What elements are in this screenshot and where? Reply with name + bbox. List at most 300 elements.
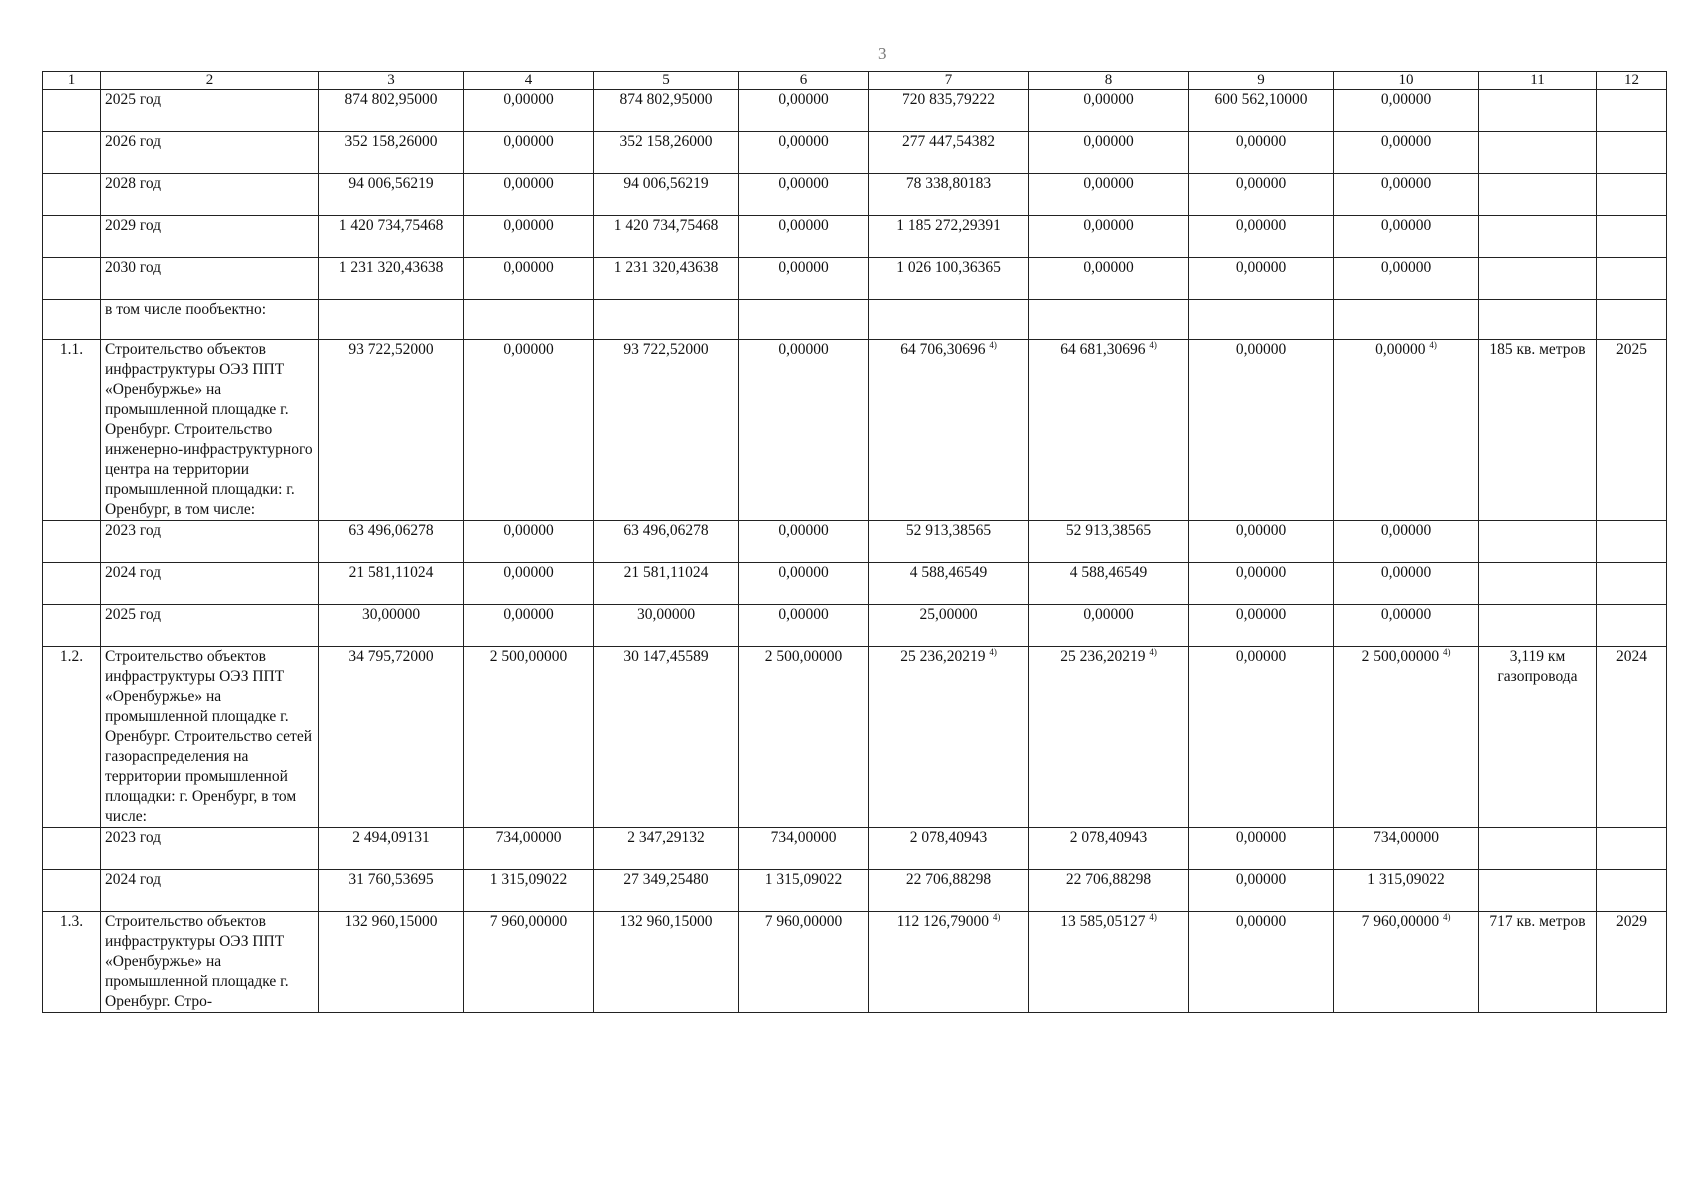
year-label: 2028 год bbox=[101, 174, 319, 216]
column-number: 4 bbox=[464, 72, 594, 90]
cell-value: 21 581,11024 bbox=[348, 564, 434, 581]
empty-cell bbox=[739, 300, 869, 340]
value-cell bbox=[1029, 828, 1189, 870]
subheader-row bbox=[43, 300, 1667, 340]
cell-value: 0,00000 bbox=[1380, 259, 1432, 276]
empty-cell bbox=[319, 300, 464, 340]
value-cell bbox=[464, 563, 594, 605]
cell-value: 2 347,29132 bbox=[627, 829, 705, 846]
cell-value: 0,00000 bbox=[503, 606, 554, 623]
footnote-mark: 4) bbox=[1429, 340, 1437, 350]
cell-value: 52 913,38565 bbox=[905, 522, 992, 539]
year-label: 2025 год bbox=[101, 90, 319, 132]
capacity-cell bbox=[1479, 521, 1597, 563]
value-cell bbox=[1189, 605, 1334, 647]
cell-value: 22 706,88298 bbox=[1065, 871, 1152, 888]
cell-value: 874 802,95000 bbox=[344, 91, 438, 108]
value-cell bbox=[1334, 605, 1479, 647]
value-cell bbox=[1334, 828, 1479, 870]
index-cell bbox=[43, 521, 101, 563]
commission-year-cell bbox=[1597, 605, 1667, 647]
value-cell bbox=[1334, 870, 1479, 912]
year-label: 2024 год bbox=[101, 870, 319, 912]
cell-value: 0,00000 bbox=[1235, 341, 1287, 358]
value-cell bbox=[464, 216, 594, 258]
cell-value: 0,00000 bbox=[1083, 91, 1134, 108]
cell-value: 0,00000 bbox=[1235, 913, 1287, 930]
value-cell bbox=[1334, 258, 1479, 300]
cell-value: 0,00000 bbox=[1235, 133, 1287, 150]
object-index: 1.1. bbox=[43, 340, 101, 521]
cell-value: 0,00000 bbox=[503, 522, 554, 539]
year-label: 2025 год bbox=[101, 605, 319, 647]
value-cell bbox=[739, 216, 869, 258]
column-number: 11 bbox=[1479, 72, 1597, 90]
value-cell bbox=[869, 870, 1029, 912]
value-cell bbox=[319, 340, 464, 521]
empty-cell bbox=[869, 300, 1029, 340]
cell-value: 112 126,79000 bbox=[896, 913, 990, 930]
table-row bbox=[43, 132, 1667, 174]
capacity-cell bbox=[1479, 870, 1597, 912]
value-cell bbox=[319, 521, 464, 563]
cell-value: 1 231 320,43638 bbox=[338, 259, 444, 276]
commission-year-cell bbox=[1597, 258, 1667, 300]
commission-year-cell: 2025 bbox=[1597, 340, 1667, 521]
value-cell bbox=[739, 521, 869, 563]
value-cell bbox=[319, 912, 464, 1013]
value-cell bbox=[1334, 132, 1479, 174]
cell-value: 0,00000 bbox=[778, 259, 829, 276]
cell-value: 13 585,05127 bbox=[1060, 913, 1146, 930]
cell-value: 4 588,46549 bbox=[909, 564, 988, 581]
cell-value: 132 960,15000 bbox=[344, 913, 438, 930]
value-cell bbox=[1189, 216, 1334, 258]
capacity-cell bbox=[1479, 174, 1597, 216]
cell-value: 0,00000 bbox=[1235, 648, 1287, 665]
cell-value: 63 496,06278 bbox=[623, 522, 709, 539]
value-cell bbox=[464, 132, 594, 174]
object-index: 1.3. bbox=[43, 912, 101, 1013]
object-description: Строительство объектов инфраструктуры ОЭЗ ППТ «Оренбуржье» на промышленной площадке г. Оренбург. Строительство сетей газораспределения на территории промышленной площадки: г. Оренбург, в том числе: bbox=[101, 647, 319, 828]
footnote-mark: 4) bbox=[989, 647, 997, 657]
cell-value: 0,00000 bbox=[1235, 829, 1287, 846]
cell-value: 1 315,09022 bbox=[489, 871, 568, 888]
value-cell bbox=[1189, 870, 1334, 912]
cell-value: 734,00000 bbox=[495, 829, 562, 846]
cell-value: 1 026 100,36365 bbox=[896, 259, 1001, 276]
column-number: 6 bbox=[739, 72, 869, 90]
empty-cell bbox=[1334, 300, 1479, 340]
cell-value: 64 681,30696 bbox=[1060, 341, 1146, 358]
cell-value: 1 231 320,43638 bbox=[613, 259, 719, 276]
value-cell bbox=[1189, 828, 1334, 870]
cell-value: 720 835,79222 bbox=[902, 91, 995, 108]
value-cell bbox=[594, 132, 739, 174]
value-cell bbox=[869, 521, 1029, 563]
cell-value: 0,00000 bbox=[1235, 259, 1287, 276]
cell-value: 0,00000 bbox=[778, 133, 829, 150]
index-cell bbox=[43, 216, 101, 258]
footnote-mark: 4) bbox=[1442, 647, 1451, 657]
cell-value: 7 960,00000 bbox=[764, 913, 843, 930]
value-cell bbox=[594, 174, 739, 216]
cell-value: 734,00000 bbox=[1373, 829, 1439, 846]
footnote-mark: 4) bbox=[1149, 647, 1157, 657]
cell-value: 0,00000 bbox=[1380, 175, 1432, 192]
cell-value: 25 236,20219 bbox=[900, 648, 986, 665]
value-cell bbox=[464, 912, 594, 1013]
value-cell bbox=[1029, 563, 1189, 605]
value-cell bbox=[1029, 870, 1189, 912]
value-cell bbox=[869, 563, 1029, 605]
year-label: 2026 год bbox=[101, 132, 319, 174]
value-cell bbox=[594, 340, 739, 521]
table-body bbox=[43, 72, 1667, 1013]
commission-year-cell bbox=[1597, 828, 1667, 870]
cell-value: 0,00000 bbox=[1375, 341, 1426, 358]
cell-value: 0,00000 bbox=[1380, 522, 1432, 539]
value-cell bbox=[464, 340, 594, 521]
value-cell bbox=[594, 828, 739, 870]
value-cell bbox=[869, 90, 1029, 132]
index-cell bbox=[43, 870, 101, 912]
value-cell bbox=[1029, 912, 1189, 1013]
cell-value: 0,00000 bbox=[1083, 217, 1134, 234]
index-cell bbox=[43, 90, 101, 132]
cell-value: 600 562,10000 bbox=[1214, 91, 1308, 108]
cell-value: 0,00000 bbox=[1235, 217, 1287, 234]
capacity-cell: 717 кв. метров bbox=[1479, 912, 1597, 1013]
value-cell bbox=[319, 647, 464, 828]
footnote-mark: 4) bbox=[1442, 912, 1451, 922]
subheader-label: в том числе пообъектно: bbox=[101, 300, 319, 340]
value-cell bbox=[464, 90, 594, 132]
value-cell bbox=[594, 563, 739, 605]
value-cell bbox=[1334, 912, 1479, 1013]
value-cell bbox=[464, 258, 594, 300]
value-cell bbox=[319, 258, 464, 300]
commission-year-cell bbox=[1597, 563, 1667, 605]
value-cell bbox=[869, 174, 1029, 216]
value-cell bbox=[594, 605, 739, 647]
capacity-cell bbox=[1479, 132, 1597, 174]
value-cell bbox=[869, 605, 1029, 647]
cell-value: 31 760,53695 bbox=[348, 871, 434, 888]
value-cell bbox=[319, 132, 464, 174]
cell-value: 34 795,72000 bbox=[348, 648, 434, 665]
page-number: 3 bbox=[878, 44, 887, 63]
value-cell bbox=[594, 912, 739, 1013]
value-cell bbox=[1334, 563, 1479, 605]
index-cell bbox=[43, 174, 101, 216]
value-cell bbox=[319, 563, 464, 605]
cell-value: 0,00000 bbox=[1380, 606, 1432, 623]
empty-cell bbox=[1189, 300, 1334, 340]
value-cell bbox=[319, 216, 464, 258]
cell-value: 93 722,52000 bbox=[623, 341, 709, 358]
cell-value: 2 494,09131 bbox=[352, 829, 430, 846]
value-cell bbox=[319, 174, 464, 216]
empty-cell bbox=[594, 300, 739, 340]
column-number: 8 bbox=[1029, 72, 1189, 90]
cell-value: 25 236,20219 bbox=[1060, 648, 1146, 665]
commission-year-cell bbox=[1597, 132, 1667, 174]
value-cell bbox=[869, 216, 1029, 258]
value-cell bbox=[1189, 912, 1334, 1013]
footnote-mark: 4) bbox=[1149, 340, 1157, 350]
table-row bbox=[43, 216, 1667, 258]
capacity-cell bbox=[1479, 828, 1597, 870]
cell-value: 30,00000 bbox=[636, 606, 696, 623]
footnote-mark: 4) bbox=[1149, 912, 1157, 922]
capacity-cell bbox=[1479, 563, 1597, 605]
value-cell bbox=[869, 912, 1029, 1013]
cell-value: 0,00000 bbox=[778, 91, 829, 108]
index-cell bbox=[43, 132, 101, 174]
object-row bbox=[43, 647, 1667, 828]
cell-value: 0,00000 bbox=[778, 217, 829, 234]
cell-value: 0,00000 bbox=[503, 175, 554, 192]
value-cell bbox=[319, 90, 464, 132]
year-label: 2023 год bbox=[101, 521, 319, 563]
value-cell bbox=[594, 258, 739, 300]
value-cell bbox=[1334, 216, 1479, 258]
value-cell bbox=[739, 132, 869, 174]
cell-value: 2 500,00000 bbox=[489, 648, 568, 665]
cell-value: 0,00000 bbox=[1235, 564, 1287, 581]
table-row bbox=[43, 90, 1667, 132]
empty-cell bbox=[1029, 300, 1189, 340]
value-cell bbox=[1334, 340, 1479, 521]
cell-value: 4 588,46549 bbox=[1069, 564, 1148, 581]
cell-value: 25,00000 bbox=[919, 606, 978, 623]
value-cell bbox=[319, 605, 464, 647]
cell-value: 7 960,00000 bbox=[489, 913, 568, 930]
cell-value: 0,00000 bbox=[778, 564, 829, 581]
value-cell bbox=[319, 870, 464, 912]
cell-value: 1 185 272,29391 bbox=[896, 217, 1001, 234]
table-row bbox=[43, 563, 1667, 605]
value-cell bbox=[869, 132, 1029, 174]
value-cell bbox=[594, 216, 739, 258]
cell-value: 30 147,45589 bbox=[623, 648, 709, 665]
value-cell bbox=[594, 647, 739, 828]
commission-year-cell: 2029 bbox=[1597, 912, 1667, 1013]
cell-value: 0,00000 bbox=[503, 564, 554, 581]
value-cell bbox=[739, 90, 869, 132]
table-row bbox=[43, 828, 1667, 870]
capacity-cell: 3,119 км газопровода bbox=[1479, 647, 1597, 828]
cell-value: 78 338,80183 bbox=[905, 175, 992, 192]
cell-value: 2 078,40943 bbox=[909, 829, 988, 846]
year-label: 2024 год bbox=[101, 563, 319, 605]
cell-value: 0,00000 bbox=[1083, 133, 1134, 150]
cell-value: 2 500,00000 bbox=[1361, 648, 1440, 665]
cell-value: 1 420 734,75468 bbox=[338, 217, 444, 234]
table-row bbox=[43, 174, 1667, 216]
year-label: 2023 год bbox=[101, 828, 319, 870]
value-cell bbox=[1189, 340, 1334, 521]
cell-value: 0,00000 bbox=[1083, 606, 1134, 623]
cell-value: 0,00000 bbox=[1083, 259, 1134, 276]
capacity-cell bbox=[1479, 90, 1597, 132]
value-cell bbox=[1189, 90, 1334, 132]
table-row bbox=[43, 605, 1667, 647]
column-number: 7 bbox=[869, 72, 1029, 90]
cell-value: 0,00000 bbox=[1380, 564, 1432, 581]
commission-year-cell bbox=[1597, 174, 1667, 216]
cell-value: 0,00000 bbox=[1235, 522, 1287, 539]
cell-value: 0,00000 bbox=[1380, 217, 1432, 234]
column-number: 12 bbox=[1597, 72, 1667, 90]
cell-value: 2 500,00000 bbox=[764, 648, 843, 665]
capacity-cell bbox=[1479, 605, 1597, 647]
budget-table bbox=[42, 71, 1667, 1013]
value-cell bbox=[739, 174, 869, 216]
value-cell bbox=[464, 870, 594, 912]
index-cell bbox=[43, 258, 101, 300]
object-row bbox=[43, 912, 1667, 1013]
cell-value: 0,00000 bbox=[778, 341, 829, 358]
value-cell bbox=[1029, 340, 1189, 521]
empty-cell bbox=[1597, 300, 1667, 340]
cell-value: 7 960,00000 bbox=[1361, 913, 1440, 930]
cell-value: 0,00000 bbox=[1380, 133, 1432, 150]
value-cell bbox=[1189, 258, 1334, 300]
value-cell bbox=[464, 647, 594, 828]
value-cell bbox=[464, 521, 594, 563]
footnote-mark: 4) bbox=[992, 912, 1001, 922]
value-cell bbox=[739, 828, 869, 870]
cell-value: 277 447,54382 bbox=[902, 133, 995, 150]
value-cell bbox=[1029, 647, 1189, 828]
object-row bbox=[43, 340, 1667, 521]
commission-year-cell bbox=[1597, 90, 1667, 132]
commission-year-cell bbox=[1597, 870, 1667, 912]
value-cell bbox=[1029, 132, 1189, 174]
column-number: 3 bbox=[319, 72, 464, 90]
index-cell bbox=[43, 300, 101, 340]
value-cell bbox=[464, 605, 594, 647]
index-cell bbox=[43, 563, 101, 605]
cell-value: 352 158,26000 bbox=[619, 133, 713, 150]
column-number: 1 bbox=[43, 72, 101, 90]
table-row bbox=[43, 870, 1667, 912]
cell-value: 352 158,26000 bbox=[344, 133, 438, 150]
value-cell bbox=[1189, 647, 1334, 828]
value-cell bbox=[464, 828, 594, 870]
cell-value: 0,00000 bbox=[503, 133, 554, 150]
value-cell bbox=[1029, 216, 1189, 258]
cell-value: 0,00000 bbox=[503, 341, 554, 358]
cell-value: 1 315,09022 bbox=[764, 871, 843, 888]
cell-value: 132 960,15000 bbox=[619, 913, 713, 930]
value-cell bbox=[739, 647, 869, 828]
cell-value: 21 581,11024 bbox=[623, 564, 709, 581]
cell-value: 0,00000 bbox=[778, 522, 829, 539]
year-label: 2030 год bbox=[101, 258, 319, 300]
capacity-cell bbox=[1479, 216, 1597, 258]
column-number: 2 bbox=[101, 72, 319, 90]
object-description: Строительство объектов инфраструктуры ОЭЗ ППТ «Оренбуржье» на промышленной площадке г. Оренбург. Стро- bbox=[101, 912, 319, 1013]
cell-value: 0,00000 bbox=[503, 259, 554, 276]
value-cell bbox=[594, 870, 739, 912]
column-number-row bbox=[43, 72, 1667, 90]
cell-value: 874 802,95000 bbox=[619, 91, 713, 108]
value-cell bbox=[869, 258, 1029, 300]
value-cell bbox=[1029, 521, 1189, 563]
value-cell bbox=[869, 647, 1029, 828]
value-cell bbox=[464, 174, 594, 216]
cell-value: 734,00000 bbox=[770, 829, 837, 846]
capacity-cell bbox=[1479, 258, 1597, 300]
value-cell bbox=[1189, 563, 1334, 605]
value-cell bbox=[739, 563, 869, 605]
cell-value: 1 315,09022 bbox=[1367, 871, 1445, 888]
cell-value: 0,00000 bbox=[1083, 175, 1134, 192]
cell-value: 0,00000 bbox=[778, 606, 829, 623]
value-cell bbox=[739, 605, 869, 647]
table-row bbox=[43, 258, 1667, 300]
value-cell bbox=[1334, 174, 1479, 216]
empty-cell bbox=[1479, 300, 1597, 340]
cell-value: 0,00000 bbox=[1235, 871, 1287, 888]
cell-value: 2 078,40943 bbox=[1069, 829, 1148, 846]
cell-value: 27 349,25480 bbox=[623, 871, 709, 888]
value-cell bbox=[739, 258, 869, 300]
value-cell bbox=[594, 90, 739, 132]
object-index: 1.2. bbox=[43, 647, 101, 828]
value-cell bbox=[1189, 132, 1334, 174]
column-number: 9 bbox=[1189, 72, 1334, 90]
value-cell bbox=[869, 340, 1029, 521]
object-description: Строительство объектов инфраструктуры ОЭЗ ППТ «Оренбуржье» на промышленной площадке г. Оренбург. Строительство инженерно-инфраструктурного центра на территории промышленной площадки: г. Оренбург, в том числе: bbox=[101, 340, 319, 521]
cell-value: 1 420 734,75468 bbox=[613, 217, 719, 234]
value-cell bbox=[1334, 521, 1479, 563]
empty-cell bbox=[464, 300, 594, 340]
index-cell bbox=[43, 605, 101, 647]
value-cell bbox=[1334, 90, 1479, 132]
table-row bbox=[43, 521, 1667, 563]
cell-value: 30,00000 bbox=[361, 606, 421, 623]
cell-value: 52 913,38565 bbox=[1065, 522, 1152, 539]
cell-value: 94 006,56219 bbox=[348, 175, 434, 192]
cell-value: 0,00000 bbox=[1235, 606, 1287, 623]
cell-value: 0,00000 bbox=[503, 217, 554, 234]
value-cell bbox=[1029, 90, 1189, 132]
index-cell bbox=[43, 828, 101, 870]
cell-value: 93 722,52000 bbox=[348, 341, 434, 358]
value-cell bbox=[1029, 605, 1189, 647]
value-cell bbox=[1334, 647, 1479, 828]
column-number: 10 bbox=[1334, 72, 1479, 90]
cell-value: 63 496,06278 bbox=[348, 522, 434, 539]
capacity-cell: 185 кв. метров bbox=[1479, 340, 1597, 521]
value-cell bbox=[869, 828, 1029, 870]
cell-value: 0,00000 bbox=[1380, 91, 1432, 108]
commission-year-cell bbox=[1597, 521, 1667, 563]
value-cell bbox=[1029, 174, 1189, 216]
value-cell bbox=[1029, 258, 1189, 300]
value-cell bbox=[1189, 521, 1334, 563]
value-cell bbox=[594, 521, 739, 563]
cell-value: 0,00000 bbox=[503, 91, 554, 108]
cell-value: 64 706,30696 bbox=[900, 341, 986, 358]
value-cell bbox=[739, 340, 869, 521]
value-cell bbox=[319, 828, 464, 870]
commission-year-cell: 2024 bbox=[1597, 647, 1667, 828]
